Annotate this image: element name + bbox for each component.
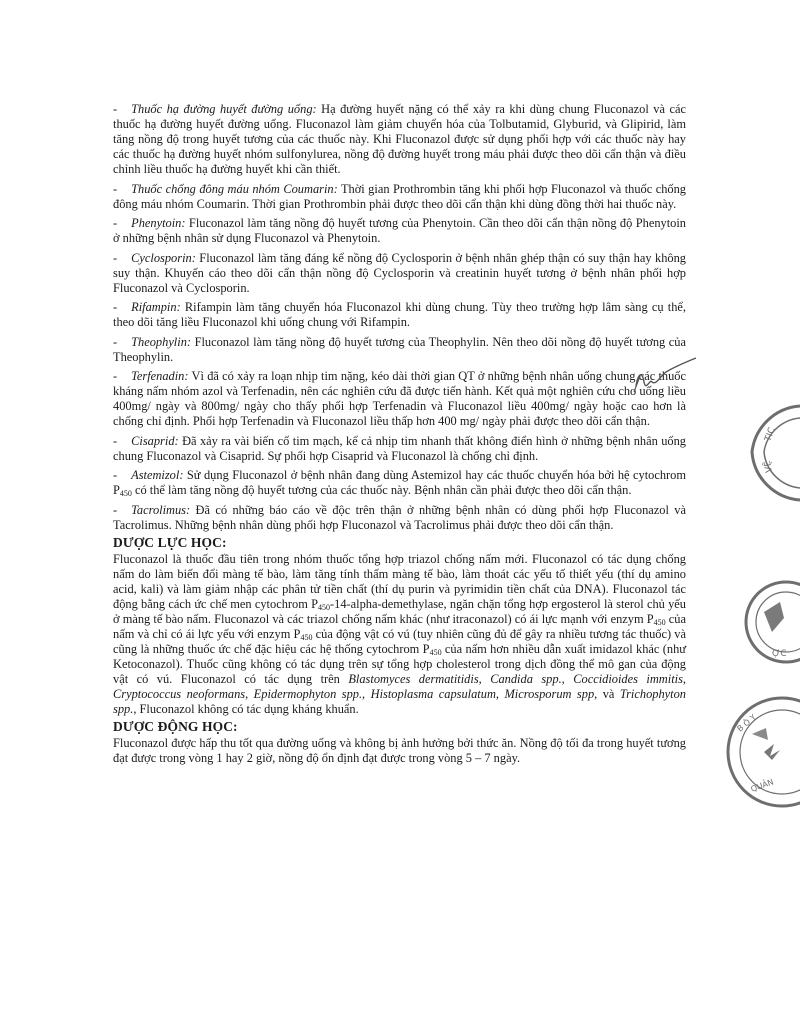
interaction-label: Thuốc hạ đường huyết đường uống: <box>131 102 317 116</box>
svg-text:QUẢN: QUẢN <box>749 777 775 794</box>
list-dash: - <box>113 102 118 116</box>
interaction-cyclosporin <box>113 251 686 296</box>
interaction-label: Phenytoin: <box>131 216 186 230</box>
subscript: 450 <box>653 617 666 627</box>
interaction-cisaprid <box>113 434 686 464</box>
interaction-hypoglycemic <box>113 102 686 177</box>
svg-text:B Ộ Y: B Ộ Y <box>735 712 758 734</box>
interaction-tacrolimus <box>113 503 686 533</box>
interaction-terfenadin <box>113 369 686 429</box>
section-heading-pharmacodynamics: DƯỢC LỰC HỌC: <box>113 534 227 550</box>
interaction-label: Cyclosporin: <box>131 250 196 265</box>
interaction-phenytoin <box>113 216 686 246</box>
paragraph-text: , và <box>594 686 620 701</box>
svg-text:VỆ: VỆ <box>763 459 775 474</box>
list-dash: - <box>113 502 118 517</box>
organism-list: Blastomyces dermatitidis, Candida spp., Coccidioides immitis, Cryptococcus neoformans, Epidermophyton spp., Histoplasma capsulatum, Microsporum spp <box>113 671 686 701</box>
pharmacodynamics-paragraph <box>113 552 686 717</box>
interaction-label: Theophylin: <box>131 334 192 349</box>
list-dash: - <box>113 433 118 448</box>
subscript: 450 <box>300 632 313 642</box>
paragraph-text: của động vật có vú (tuy nhiên cũng đủ để gây ra nhiều tương tác thuốc) và cũng là những thuốc ức chế đặc hiệu các hệ thống cytochrom P <box>113 626 687 656</box>
interaction-text: có thể làm tăng nồng độ huyết tương của các thuốc này. Bệnh nhân cần phải được theo dõi cẩn thận. <box>131 483 632 497</box>
subscript: 450 <box>318 602 330 612</box>
interaction-text: Fluconazol làm tăng nồng độ huyết tương của Phenytoin. Cần theo dõi cẩn thận nồng độ Phenytoin ở những bệnh nhân sử dụng Fluconazol và Phenytoin. <box>113 216 686 245</box>
interaction-text: Fluconazol làm tăng nồng độ huyết tương của Theophylin. Nên theo dõi nồng độ huyết tương của Theophylin. <box>113 334 686 364</box>
subscript: 450 <box>429 647 442 657</box>
interaction-label: Terfenadin: <box>131 369 189 383</box>
paragraph-text: của nấm hơn nhiều dẫn xuất imidazol khác (như Ketoconazol). Thuốc cũng không có tác dụng trên sự tổng hợp cholesterol trong dịch đồng thể mô gan của động vật có vú. Fluconazol có tác dụng trên <box>113 641 686 686</box>
document-body <box>113 102 686 770</box>
interaction-text: Vì đã có xảy ra loạn nhịp tim nặng, kéo dài thời gian QT ở những bệnh nhân uống chung các thuốc kháng nấm nhóm azol và Terfenadin, nên các nghiên cứu đã được tiến hành. Kết quả một nghiên cứu cho uống liều 400mg/ ngày và 800mg/ ngày cho thấy phối hợp Terfenadin và Fluconazol liều 400mg/ ngày hoặc cao hơn là chống chỉ định. Phối hợp Terfenadin và Fluconazol liều thấp hơn 400 mg/ ngày phải được theo dõi cẩn thận. <box>113 369 686 428</box>
interaction-astemizol <box>113 468 686 498</box>
interaction-label: Thuốc chống đông máu nhóm Coumarin: <box>131 181 338 196</box>
list-dash: - <box>113 250 118 265</box>
interaction-label: Astemizol: <box>131 468 184 482</box>
paragraph-text: , Fluconazol không có tác dụng kháng khuẩn. <box>133 701 359 716</box>
interaction-text: Rifampin làm tăng chuyển hóa Fluconazol khi dùng chung. Tùy theo trường hợp lâm sàng cụ thể, theo dõi tăng liều Fluconazol khi uống chung với Rifampin. <box>113 300 686 329</box>
interaction-text: Fluconazol làm tăng đáng kể nồng độ Cyclosporin ở bệnh nhân ghép thận có suy thận hay không suy thận. Khuyến cáo theo dõi cẩn thận nồng độ Cyclosporin và creatinin huyết tương ở bệnh nhân phối hợp Fluconazol và Cyclosporin. <box>113 250 686 295</box>
paragraph-text: của nấm và chỉ có ái lực yếu với enzym P <box>113 611 687 641</box>
stamp-middle-icon <box>724 572 800 672</box>
interaction-label: Rifampin: <box>131 300 181 314</box>
svg-text:ỢC: ỢC <box>772 649 787 659</box>
section-heading-pharmacokinetics: DƯỢC ĐỘNG HỌC: <box>113 718 238 734</box>
interaction-theophylin <box>113 335 686 365</box>
list-dash: - <box>113 468 118 482</box>
interaction-text: Đã có những báo cáo về độc trên thận ở những bệnh nhân có dùng phối hợp Fluconazol và Tacrolimus. Những bệnh nhân dùng phối hợp Fluconazol và Tacrolimus phải được theo dõi cẩn thận. <box>113 502 686 532</box>
list-dash: - <box>113 369 118 383</box>
list-dash: - <box>113 334 118 349</box>
interaction-text: Sử dụng Fluconazol ở bệnh nhân đang dùng Astemizol hay các thuốc chuyển hóa bởi hệ cytochrom P <box>113 468 686 497</box>
interaction-text: Hạ đường huyết nặng có thể xảy ra khi dùng chung Fluconazol và các thuốc hạ đường huyết đường uống. Fluconazol làm giảm chuyển hóa của Tolbutamid, Glyburid, và Glipirid, làm tăng nồng độ trong huyết tương của các thuốc này. Khi Fluconazol được sử dụng phối hợp với các thuốc này hay các thuốc hạ đường huyết nhóm sulfonylurea, nồng độ đường huyết trong máu phải được theo dõi cẩn thận và điều chỉnh liều thuốc hạ đường huyết khi cần thiết. <box>113 102 686 176</box>
stamp-top-icon <box>742 398 800 508</box>
interaction-text: Đã xảy ra vài biến cố tim mạch, kể cả nhịp tim nhanh thất không điển hình ở những bệnh nhân uống chung Fluconazol và Cisaprid. Sự phối hợp Cisaprid và Fluconazol là chống chỉ định. <box>113 433 686 463</box>
stamp-bottom-icon <box>708 688 800 818</box>
signature-icon <box>606 352 698 402</box>
pharmacokinetics-paragraph: Fluconazol được hấp thu tốt qua đường uống và không bị ảnh hưởng bởi thức ăn. Nồng độ tối đa trong huyết tương đạt được trong vòng 1 hay 2 giờ, nồng độ ổn định đạt được trong vòng 5 – 7 ngày. <box>113 735 686 765</box>
interaction-coumarin <box>113 182 686 212</box>
interaction-label: Cisaprid: <box>131 433 179 448</box>
list-dash: - <box>113 181 118 196</box>
interaction-label: Tacrolimus: <box>131 502 191 517</box>
interaction-rifampin <box>113 300 686 330</box>
list-dash: - <box>113 216 118 230</box>
interaction-text: Thời gian Prothrombin tăng khi phối hợp Fluconazol và thuốc chống đông máu nhóm Coumarin. Thời gian Prothrombin phải được theo dõi cẩn thận khi dùng đồng thời hai thuốc này. <box>113 181 686 211</box>
list-dash: - <box>113 300 118 314</box>
subscript: 450 <box>119 489 132 498</box>
paragraph-text: -14-alpha-demethylase, ngăn chặn tổng hợp ergosterol là sterol chủ yếu ở màng tế bào nấm. Fluconazol và các triazol chống nấm khác (như itraconazol) có ái lực mạnh với enzym P <box>113 596 686 626</box>
organism-name: Trichophyton spp. <box>113 686 686 716</box>
paragraph-text: Fluconazol là thuốc đầu tiên trong nhóm thuốc tổng hợp triazol chống nấm mới. Fluconazol có tác dụng chống nấm do làm biến đổi màng tế bào, làm tăng tính thấm màng tế bào, làm thoát các yếu tố thiết yếu (thí dụ amino acid, kali) và làm giảm nhập các phân tử tiền chất (thí dụ purin và pyrimidin tiền chất của DNA). Fluconazol tác động bằng cách ức chế men cytochrom P <box>113 551 686 611</box>
svg-text:TIC: TIC <box>763 426 778 444</box>
